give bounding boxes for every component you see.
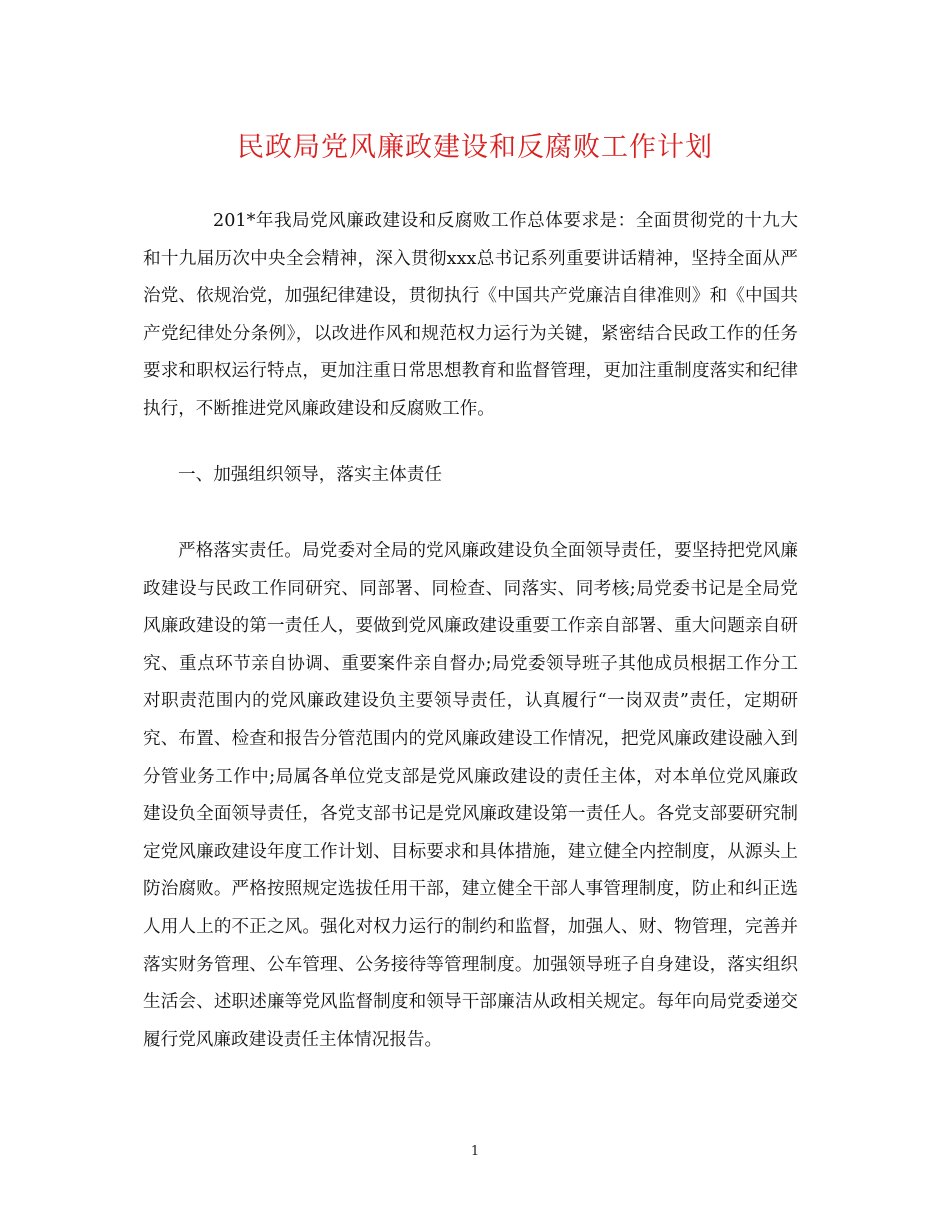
section-heading: 一、加强组织领导，落实主体责任 (178, 465, 442, 485)
page-number: 1 (470, 1144, 480, 1159)
page-title: 民政局党风廉政建设和反腐败工作计划 (237, 132, 713, 163)
section-body-paragraph: 严格落实责任。局党委对全局的党风廉政建设负全面领导责任，要坚持把党风廉政建设与民政工作同研究、同部署、同检查、同落实、同考核;局党委书记是全局党风廉政建设的第一责任人，要做到党风廉政建设重要工作亲自部署、重大问题亲自研究、重点环节亲自协调、重要案件亲自督办;局党委领导班子其他成员根据工作分工对职责范围内的党风廉政建设负主要领导责任，认真履行“一岗双责”责任，定期研究、布置、检查和报告分管范围内的党风廉政建设工作情况，把党风廉政建设融入到分管业务工作中;局属各单位党支部是党风廉政建设的责任主体，对本单位党风廉政建设负全面领导责任，各党支部书记是党风廉政建设第一责任人。各党支部要研究制定党风廉政建设年度工作计划、目标要求和具体措施，建立健全内控制度，从源头上防治腐败。严格按照规定选拔任用干部，建立健全干部人事管理制度，防止和纠正选人用人上的不正之风。强化对权力运行的制约和监督，加强人、财、物管理，完善并落实财务管理、公车管理、公务接待等管理制度。加强领导班子自身建设，落实组织生活会、述职述廉等党风监督制度和领导干部廉洁从政相关规定。每年向局党委递交履行党风廉政建设责任主体情况报告。 (143, 541, 798, 1050)
intro-paragraph: 201*年我局党风廉政建设和反腐败工作总体要求是：全面贯彻党的十九大和十九届历次中央全会精神，深入贯彻xxx总书记系列重要讲话精神，坚持全面从严治党、依规治党，加强纪律建设，贯彻执行《中国共产党廉洁自律准则》和《中国共产党纪律处分条例》，以改进作风和规范权力运行为关键，紧密结合民政工作的任务要求和职权运行特点，更加注重日常思想教育和监督管理，更加注重制度落实和纪律执行，不断推进党风廉政建设和反腐败工作。 (143, 211, 798, 419)
